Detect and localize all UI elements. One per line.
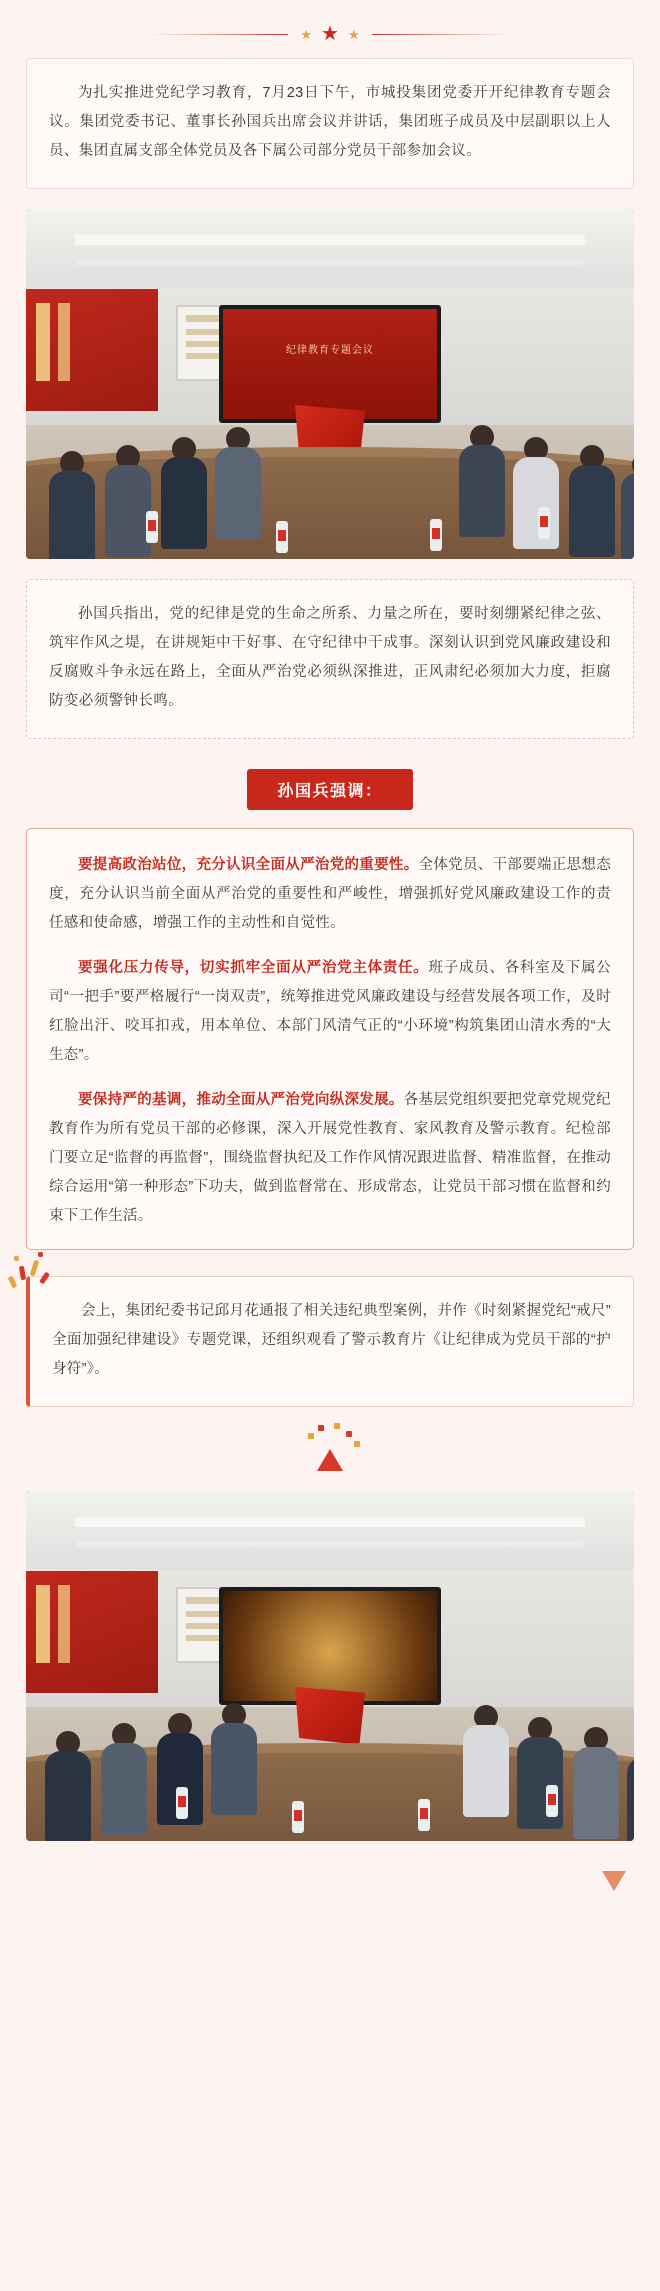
photo2-national-flag — [295, 1687, 365, 1745]
meeting-photo-2 — [26, 1491, 634, 1841]
photo1-attendee — [618, 453, 634, 559]
remarks-card — [26, 579, 634, 739]
ribbon-label: 孙国兵强调： — [247, 769, 412, 810]
star-icon-center: ★ — [321, 23, 339, 45]
closing-card — [26, 1276, 634, 1407]
photo2-attendee — [624, 1737, 634, 1841]
meeting-photo-1-image — [26, 209, 634, 559]
emphasis-item — [49, 851, 611, 938]
closing-block — [26, 1276, 634, 1407]
photo2-attendee — [208, 1703, 260, 1821]
section-heading — [0, 769, 660, 810]
emphasis-item-highlight: 要提高政治站位，充分认识全面从严治党的重要性。 — [78, 857, 419, 873]
meeting-photo-2-image — [26, 1491, 634, 1841]
photo2-attendee — [98, 1723, 150, 1841]
intro-paragraph: 为扎实推进党纪学习教育，7月23日下午，市城投集团党委开开纪律教育专题会议。集团党委书记、董事长孙国兵出席会议并讲话，集团班子成员及中层副职以上人员、集团直属支部全体党员及各下属公司部分党员干部参加会议。 — [49, 85, 611, 159]
remarks-paragraph: 孙国兵指出，党的纪律是党的生命之所系、力量之所在，要时刻绷紧纪律之弦、筑牢作风之堤，在讲规矩中干好事、在守纪律中干成事。深刻认识到党风廉政建设和反腐败斗争永远在路上，全面从严治党必须纵深推进，正风肃纪必须加大力度，拒腐防变必须警钟长鸣。 — [49, 606, 611, 709]
bottom-ornament — [0, 1861, 660, 1891]
confetti-divider — [0, 1425, 660, 1471]
intro-card — [26, 58, 634, 189]
photo1-attendee — [456, 425, 508, 543]
emphasis-item-body: 各基层党组织要把党章党规党纪教育作为所有党员干部的必修课，深入开展党性教育、家风教育及警示教育。纪检部门要立足“监督的再监督”，围绕监督执纪及工作作风情况跟进监督、精准监督，在推动综合运用“第一种形态”下功夫，做到监督常在、形成常态，让党员干部习惯在监督和约束下工作生活。 — [49, 1092, 611, 1224]
photo2-attendee — [514, 1717, 566, 1835]
photo2-ceiling — [26, 1491, 634, 1569]
star-icon-left: ★ — [300, 26, 313, 42]
photo1-water-bottle — [146, 511, 158, 543]
star-group — [288, 24, 371, 44]
photo1-projection-screen: 纪律教育专题会议 — [219, 305, 441, 423]
emphasis-item-body: 班子成员、各科室及下属公司“一把手”要严格履行“一岗双责”，统筹推进党风廉政建设与经营发展各项工作，及时红脸出汗、咬耳扣戎，用本单位、本部门风清气正的“小环境”构筑集团山清水秀的“大生态”。 — [49, 960, 611, 1063]
photo2-water-bottle — [292, 1801, 304, 1833]
photo2-water-bottle — [176, 1787, 188, 1819]
photo1-water-bottle — [276, 521, 288, 553]
ribbon-corner-icon — [602, 1871, 626, 1891]
emphasis-item-highlight: 要强化压力传导，切实抓牢全面从严治党主体责任。 — [78, 960, 429, 976]
emphasis-item-highlight: 要保持严的基调，推动全面从严治党向纵深发展。 — [78, 1092, 404, 1108]
closing-paragraph: 会上，集团纪委书记邱月花通报了相关违纪典型案例，并作《时刻紧握党纪“戒尺” 全面加强纪律建设》专题党课，还组织观看了警示教育片《让纪律成为党员干部的“护身符”》。 — [52, 1303, 611, 1377]
photo1-attendee — [158, 437, 210, 555]
photo1-water-bottle — [538, 507, 550, 539]
divider-line-left — [148, 34, 288, 35]
photo1-attendee — [566, 445, 618, 559]
emphasis-item-body: 全体党员、干部要端正思想态度，充分认识当前全面从严治党的重要性和严峻性，增强抓好党风廉政建设工作的责任感和使命感，增强工作的主动性和自觉性。 — [49, 857, 611, 931]
top-star-divider — [0, 0, 660, 58]
photo2-wall-banner — [26, 1571, 158, 1693]
photo2-water-bottle — [546, 1785, 558, 1817]
photo1-attendee — [510, 437, 562, 555]
photo1-wall-banner — [26, 289, 158, 411]
emphasis-card — [26, 828, 634, 1250]
photo2-attendee — [460, 1705, 512, 1823]
party-popper-icon — [317, 1449, 343, 1471]
photo2-water-bottle — [418, 1799, 430, 1831]
photo2-projection-screen — [219, 1587, 441, 1705]
emphasis-item — [49, 954, 611, 1070]
photo1-attendee — [212, 427, 264, 545]
photo1-ceiling — [26, 209, 634, 287]
photo2-attendee — [570, 1727, 622, 1841]
photo2-attendee — [42, 1731, 94, 1841]
photo1-attendee — [46, 451, 98, 559]
photo1-water-bottle — [430, 519, 442, 551]
confetti-icon-left — [8, 1250, 54, 1296]
meeting-photo-1 — [26, 209, 634, 559]
divider-line-right — [372, 34, 512, 35]
star-icon-right: ★ — [347, 26, 360, 42]
emphasis-item — [49, 1086, 611, 1231]
